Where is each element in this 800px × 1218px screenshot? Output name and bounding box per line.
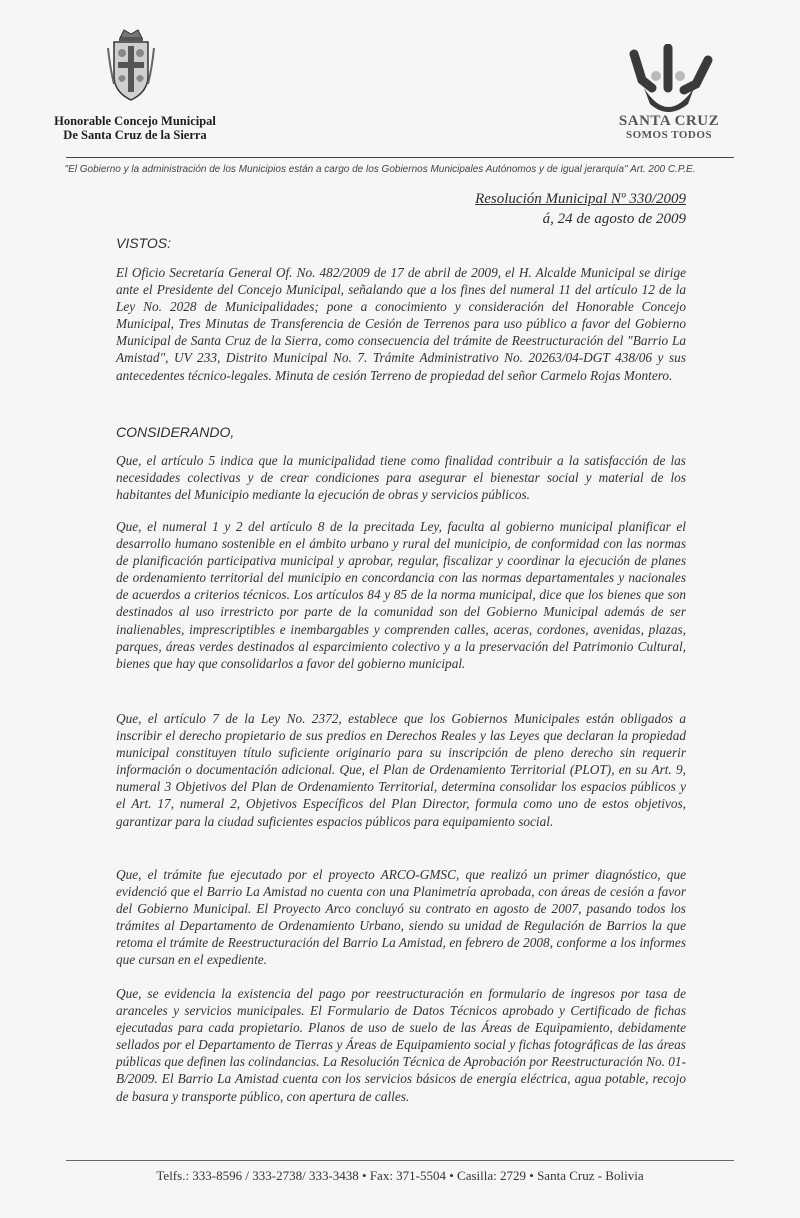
considerando-paragraph-4: Que, el trámite fue ejecutado por el proyecto ARCO-GMSC, que realizó un primer diagnóstico, que evidenció que el Barrio La Amistad no cuenta con una Planimetría aprobada, con áreas de cesión a favor del Gobierno Municipal. El Proyecto Arco concluyó su contrato en agosto de 2007, pasando todos los trámites al Departamento de Ordenamiento Urbano, siendo su unidad de Regulación de Barrios la que retoma el trámite de Reestructuración del Barrio La Amistad, en febrero de 2008, conforme a los informes que cursan en el expediente. — [116, 867, 686, 968]
resolution-date: á, 24 de agosto de 2009 — [542, 211, 686, 227]
council-name — [30, 114, 240, 142]
considerando-paragraph-3: Que, el artículo 7 de la Ley No. 2372, establece que los Gobiernos Municipales están obligados a inscribir el derecho propietario de sus predios en Derechos Reales y las Leyes que declaran la propiedad municipal constituyen título suficiente originario para su inscripción de pleno derecho sin requerir información o documentación adicional. Que, el Plan de Ordenamiento Territorial (PLOT), en su Art. 9, numeral 3 Objetivos del Plan de Ordenamiento Territorial, determina consolidar los espacios públicos y el Art. 17, numeral 2, Objetivos Específicos del Plan Director, formula como uno de estos objetivos, garantizar para la ciudad suficientes espacios públicos para equipamiento social. — [116, 711, 686, 829]
considerando-paragraph-2: Que, el numeral 1 y 2 del artículo 8 de la precitada Ley, faculta al gobierno municipal planificar el desarrollo humano sostenible en el ámbito urbano y rural del municipio, de conformidad con las normas de planificación participativa municipal y aprobar, regular, fiscalizar y coordinar la ejecución de planes de ordenamiento territorial del municipio en concordancia con las normas departamentales y nacionales de acuerdos a criterios técnicos. Los artículos 84 y 85 de la norma municipal, dice que los bienes que son destinados al uso irrestricto por parte de la comunidad son del Gobierno Municipal además de ser inalienables, imprescriptibles e inembargables y comprenden calles, aceras, cordones, avenidas, plazas, parques, áreas verdes destinados al esparcimiento colectivo y a la preservación del Patrimonio Cultural, bienes que hay que consolidarlos a favor del gobierno municipal. — [116, 519, 686, 671]
council-line-2: De Santa Cruz de la Sierra — [63, 128, 207, 142]
considerando-heading: CONSIDERANDO, — [116, 424, 235, 440]
constitutional-motto: "El Gobierno y la administración de los Municipios están a cargo de los Gobiernos Municipales Autónomos y de igual jerarquía" Art. 200 C.P.E. — [64, 164, 696, 175]
resolution-title: Resolución Municipal Nº 330/2009 — [475, 191, 686, 207]
vistos-heading: VISTOS: — [116, 235, 171, 251]
footer-divider — [66, 1160, 734, 1161]
council-line-1: Honorable Concejo Municipal — [54, 114, 216, 128]
contact-footer: Telfs.: 333-8596 / 333-2738/ 333-3438 • Fax: 371-5504 • Casilla: 2729 • Santa Cruz - Bolivia — [156, 1168, 644, 1183]
considerando-paragraph-1: Que, el artículo 5 indica que la municipalidad tiene como finalidad contribuir a la satisfacción de las necesidades colectivas y de crear condiciones para asegurar el bienestar social y material de los habitantes del Municipio mediante la ejecución de obras y servicios públicos. — [116, 453, 686, 503]
considerando-paragraph-5: Que, se evidencia la existencia del pago por reestructuración en formulario de ingresos por tasa de aranceles y servicios municipales. El Formulario de Datos Técnicos aprobado y Certificado de fichas ejecutadas para cada propietario. Planos de uso de suelo de las Áreas de Equipamiento, debidamente sellados por el Departamento de Tierras y Áreas de Equipamiento social y fichas fotográficas de las áreas públicas que definen las colindancias. La Resolución Técnica de Aprobación por Reestructuración No. 01-B/2009. El Barrio La Amistad cuenta con los servicios básicos de energía eléctrica, agua potable, recojo de basura y transporte público, con apertura de calles. — [116, 986, 686, 1104]
brand-tagline: SOMOS TODOS — [625, 129, 713, 141]
brand-name: SANTA CRUZ — [618, 113, 720, 129]
vistos-paragraph: El Oficio Secretaría General Of. No. 482/2009 de 17 de abril de 2009, el H. Alcalde Municipal se dirige ante el Presidente del Concejo Municipal, señalando que a los fines del numeral 11 del artículo 12 de la Ley No. 2028 de Municipalidades; pone a conocimiento y consideración del Honorable Concejo Municipal, Tres Minutas de Transferencia de Cesión de Terrenos para uso público a favor del Gobierno Municipal de Santa Cruz de la Sierra, como consecuencia del trámite de Reestructuración del "Barrio La Amistad", UV 233, Distrito Municipal No. 7. Trámite Administrativo No. 20263/04-DGT 438/06 y sus antecedentes técnico-legales. Minuta de cesión Terreno de propiedad del señor Carmelo Rojas Montero. — [116, 265, 686, 383]
header-divider — [66, 157, 734, 158]
coat-of-arms-icon — [106, 28, 156, 108]
